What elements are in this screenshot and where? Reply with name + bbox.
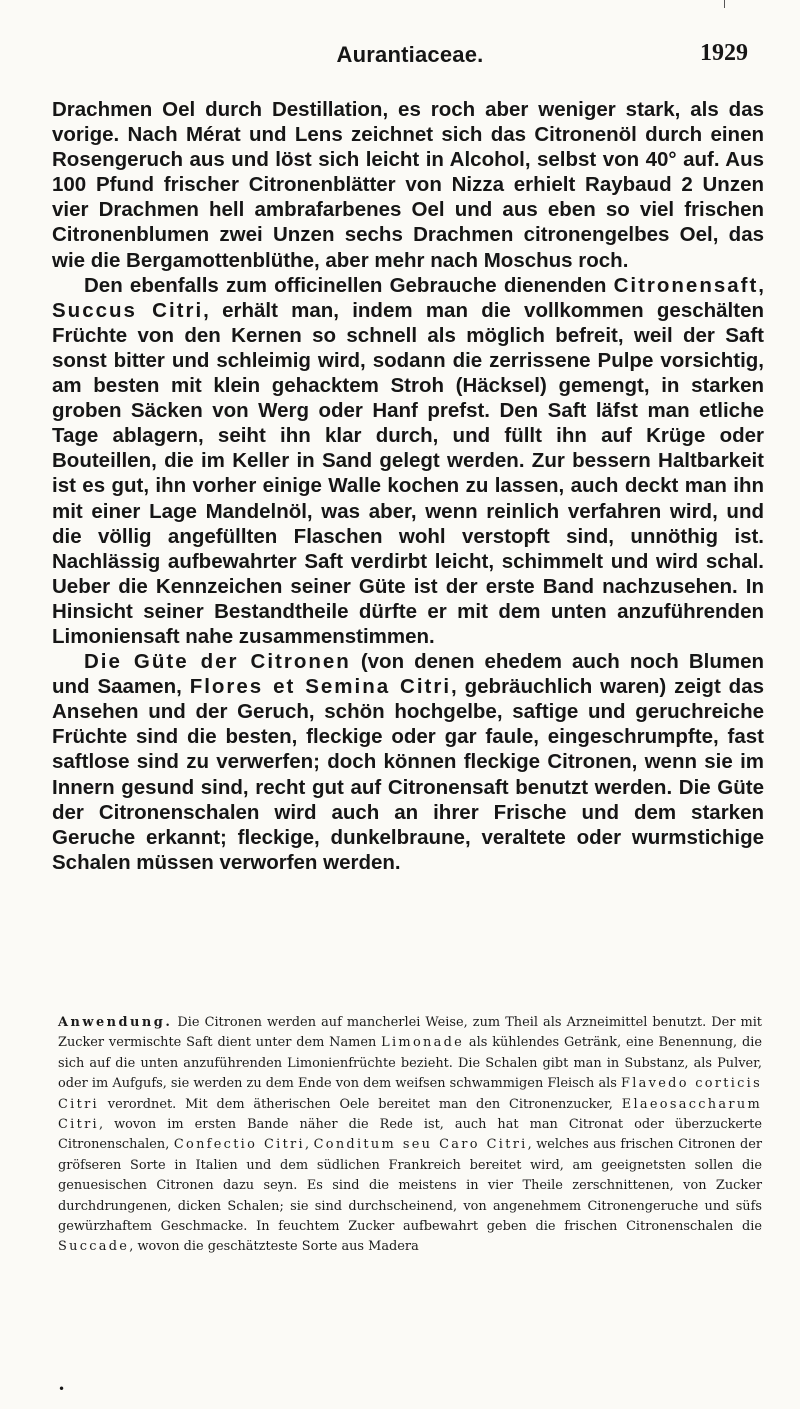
term-succus-citri: Succus Citri bbox=[52, 298, 204, 322]
note-text: , bbox=[304, 1137, 314, 1153]
paragraph-distillation: Drachmen Oel durch Destillation, es roch aber weniger stark, als das vorige. Nach Mérat und Lens zeichnet sich das Citronenöl durch einen Rosengeruch aus und löst sich leicht in Alcohol, selbst von 40° auf. Aus 100 Pfund frischer Citronenblätter von Nizza erhielt Raybaud 2 Unzen vier Drachmen hell ambrafarbenes Oel und aus eben so viel frischen Citronenblumen zwei Unzen sechs Drachmen citronengelbes Oel, das wie die Bergamottenblüthe, aber mehr nach Moschus roch. bbox=[52, 98, 764, 272]
note-heading: Anwendung. bbox=[58, 1015, 173, 1030]
term-guete-der-citronen: Die Güte der Citronen bbox=[84, 650, 351, 674]
term-flavedo: Flavedo corticis Citri bbox=[58, 1076, 763, 1112]
term-citronensaft: Citronensaft bbox=[613, 273, 759, 297]
paragraph-guete bbox=[52, 649, 764, 875]
paragraph-citronensaft bbox=[52, 273, 764, 649]
running-title: Aurantiaceae. bbox=[336, 42, 484, 67]
paragraph-text: , bbox=[758, 273, 764, 297]
page-header bbox=[60, 38, 760, 72]
edge-mark bbox=[724, 0, 725, 8]
term-confectio: Confectio Citri bbox=[173, 1137, 305, 1153]
note-paragraph bbox=[58, 1013, 762, 1258]
paragraph-text: (von denen ehedem auch noch Blumen und Saamen, bbox=[52, 650, 764, 699]
note-text: verordnet. Mit dem ätherischen Oele bereitet man den Citronenzucker, bbox=[98, 1096, 622, 1112]
note-text: als kühlendes Getränk, eine Benennung, die sich auf die unten anzuführenden Limonienfrüchte bezieht. Die Schalen gibt man in Substanz, als Pulver, oder im Aufgufs, sie werden zu dem Ende von dem weifsen schwammigen Fleisch als bbox=[58, 1035, 762, 1092]
paragraph-text: Den ebenfalls zum officinellen Gebrauche dienenden bbox=[84, 273, 614, 297]
note-text: , wovon die geschätzteste Sorte aus Madera bbox=[129, 1239, 419, 1255]
term-elaeosaccharum: Elaeosaccharum Citri bbox=[58, 1096, 762, 1133]
paragraph-text: , erhält man, indem man die vollkommen geschälten Früchte von den Kernen so schnell als möglich befreit, weil der Saft sonst bitter und schleimig wird, sodann die zerrissene Pulpe vorsichtig, am besten mit klein gehacktem Stroh (Häcksel) gemengt, in starken groben Säcken von Werg oder Hanf prefst. Den Saft läfst man etliche Tage ablagern, seiht ihn klar durch, und füllt ihn auf Krüge oder Bouteillen, die im Keller in Sand gelegt werden. Zur bessern Haltbarkeit ist es gut, ihn vorher einige Walle kochen zu lassen, auch deckt man ihn mit einer Lage Mandelnöl, was aber, wenn reinlich verfahren wird, und die völlig angefüllten Flaschen wohl verstopft sind, unnöthig ist. Nachlässig aufbewahrter Saft verdirbt leicht, schimmelt und wird schal. Ueber die Kennzeichen seiner Güte ist der erste Band nachzusehen. In Hinsicht seiner Bestandtheile dürfte er mit dem unten anzuführenden Limoniensaft nahe zusammenstimmen. bbox=[52, 298, 764, 648]
page-number: 1929 bbox=[700, 40, 748, 66]
note-text: , welches aus frischen Citronen der gröfseren Sorte in Italien und dem südlichen Frankreich bereitet wird, am geeignetsten sollen die genuesischen Citronen dazu seyn. Es sind die meistens in vier Theile zerschnittenen, von Zucker durchdrungenen, dicken Schalen; sie sind durchscheinend, von angenehmem Citronengeruche und süfs gewürzhaftem Geschmacke. In feuchtem Zucker aufbewahrt geben die frischen Citronenschalen die bbox=[58, 1137, 762, 1235]
note-text: , wovon im ersten Bande näher die Rede ist, auch hat man Citronat oder überzuckerte Citronenschalen, bbox=[58, 1117, 762, 1153]
term-succade: Succade bbox=[58, 1239, 130, 1255]
term-conditum: Conditum seu Caro Citri bbox=[313, 1137, 528, 1153]
term-flores-et-semina: Flores et Semina Citri bbox=[189, 675, 452, 699]
main-text bbox=[52, 97, 764, 875]
anwendung-note bbox=[58, 1013, 762, 1258]
footer-mark: • bbox=[58, 1382, 66, 1396]
term-limonade: Limonade bbox=[381, 1035, 465, 1051]
paragraph-text: , gebräuchlich waren) zeigt das Ansehen und der Geruch, schön hochgelbe, saftige und geruchreiche Früchte sind die besten, fleckige oder gar faule, eingeschrumpfte, fast saftlose sind zu verwerfen; doch können fleckige Citronen, wenn sie im Innern gesund sind, recht gut auf Citronensaft benutzt werden. Die Güte der Citronenschalen wird auch an ihrer Frische und dem starken Geruche erkannt; fleckige, dunkelbraune, veraltete oder wurmstichige Schalen müssen verworfen werden. bbox=[52, 675, 764, 874]
note-text: Die Citronen werden auf mancherlei Weise, zum Theil als Arzneimittel benutzt. Der mit Zucker vermischte Saft dient unter dem Namen bbox=[58, 1015, 762, 1051]
